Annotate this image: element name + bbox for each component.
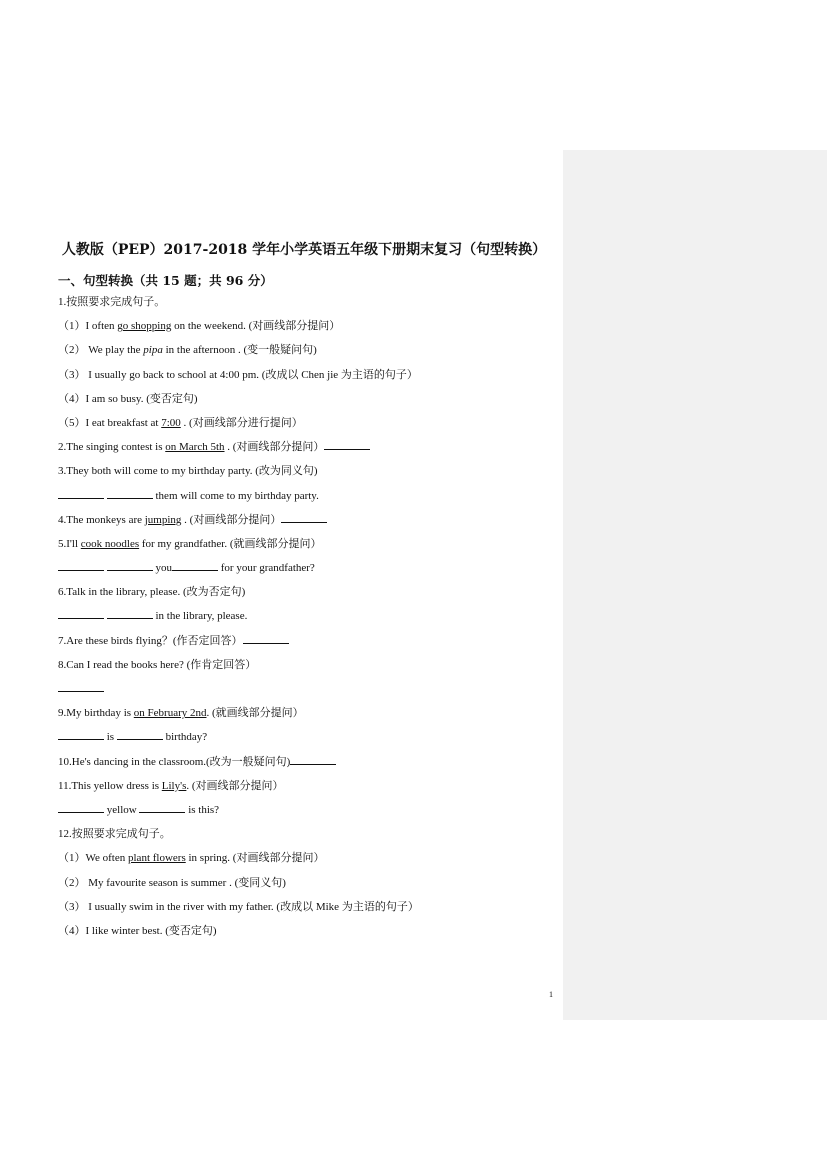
answer-blank[interactable] <box>58 608 104 619</box>
answer-blank[interactable] <box>58 560 104 571</box>
question-5-answer: you for your grandfather? <box>58 560 558 584</box>
question-12-sub-2: （2） My favourite season is summer . (变同义句) <box>58 876 286 889</box>
answer-blank[interactable] <box>290 754 336 765</box>
question-11-answer: yellow is this? <box>58 802 558 826</box>
answer-blank[interactable] <box>107 560 153 571</box>
question-list <box>58 294 558 947</box>
comment-pane <box>563 150 827 1020</box>
answer-blank[interactable] <box>58 802 104 813</box>
question-1: 1.按照要求完成句子。 <box>58 296 166 308</box>
question-1-sub-4: （4）I am so busy. (变否定句) <box>58 392 198 405</box>
question-12: 12.按照要求完成句子。 <box>58 828 171 841</box>
question-9: 9.My birthday is on February 2nd. (就画线部分提问） <box>58 707 304 720</box>
answer-blank[interactable] <box>107 488 153 499</box>
question-4: 4.The monkeys are jumping . (对画线部分提问） <box>58 512 558 536</box>
answer-blank[interactable] <box>58 729 104 740</box>
question-12-sub-3: （3） I usually swim in the river with my father. (改成以 Mike 为主语的句子） <box>58 900 419 913</box>
answer-blank[interactable] <box>324 439 370 450</box>
question-8: 8.Can I read the books here? (作肯定回答） <box>58 658 257 671</box>
question-11: 11.This yellow dress is Lily's. (对画线部分提问） <box>58 779 284 792</box>
question-2: 2.The singing contest is on March 5th . (对画线部分提问） <box>58 439 558 463</box>
answer-blank[interactable] <box>117 729 163 740</box>
section-heading: 一、句型转换（共 15 题；共 96 分） <box>58 273 273 288</box>
answer-blank[interactable] <box>107 608 153 619</box>
answer-blank[interactable] <box>172 560 218 571</box>
answer-blank[interactable] <box>139 802 185 813</box>
question-3: 3.They both will come to my birthday party. (改为同义句) <box>58 465 318 478</box>
question-6: 6.Talk in the library, please. (改为否定句) <box>58 586 246 599</box>
question-12-sub-4: （4）I like winter best. (变否定句) <box>58 924 217 937</box>
question-12-sub-1: （1）We often plant flowers in spring. (对画线部分提问） <box>58 852 325 865</box>
page-title: 人教版（PEP）2017-2018 学年小学英语五年级下册期末复习（句型转换） <box>61 242 547 258</box>
question-6-answer: in the library, please. <box>58 608 558 632</box>
question-10: 10.He's dancing in the classroom.(改为一般疑问句) <box>58 754 558 778</box>
answer-blank[interactable] <box>58 488 104 499</box>
question-7: 7.Are these birds flying？(作否定回答） <box>58 633 558 657</box>
answer-blank[interactable] <box>243 633 289 644</box>
question-3-answer: them will come to my birthday party. <box>58 488 558 512</box>
answer-blank[interactable] <box>281 512 327 523</box>
question-1-sub-1: （1）I often go shopping on the weekend. (对画线部分提问） <box>58 320 341 333</box>
question-8-answer <box>58 681 558 705</box>
page-number: 1 <box>549 990 553 999</box>
question-5: 5.I'll cook noodles for my grandfather. (就画线部分提问） <box>58 537 322 550</box>
question-1-sub-5: （5）I eat breakfast at 7:00 . (对画线部分进行提问） <box>58 416 303 429</box>
question-1-sub-2: （2） We play the pipa in the afternoon . (变一般疑问句) <box>58 344 317 357</box>
question-1-sub-3: （3） I usually go back to school at 4:00 pm. (改成以 Chen jie 为主语的句子） <box>58 368 418 381</box>
answer-blank[interactable] <box>58 681 104 692</box>
question-9-answer: is birthday? <box>58 729 558 753</box>
